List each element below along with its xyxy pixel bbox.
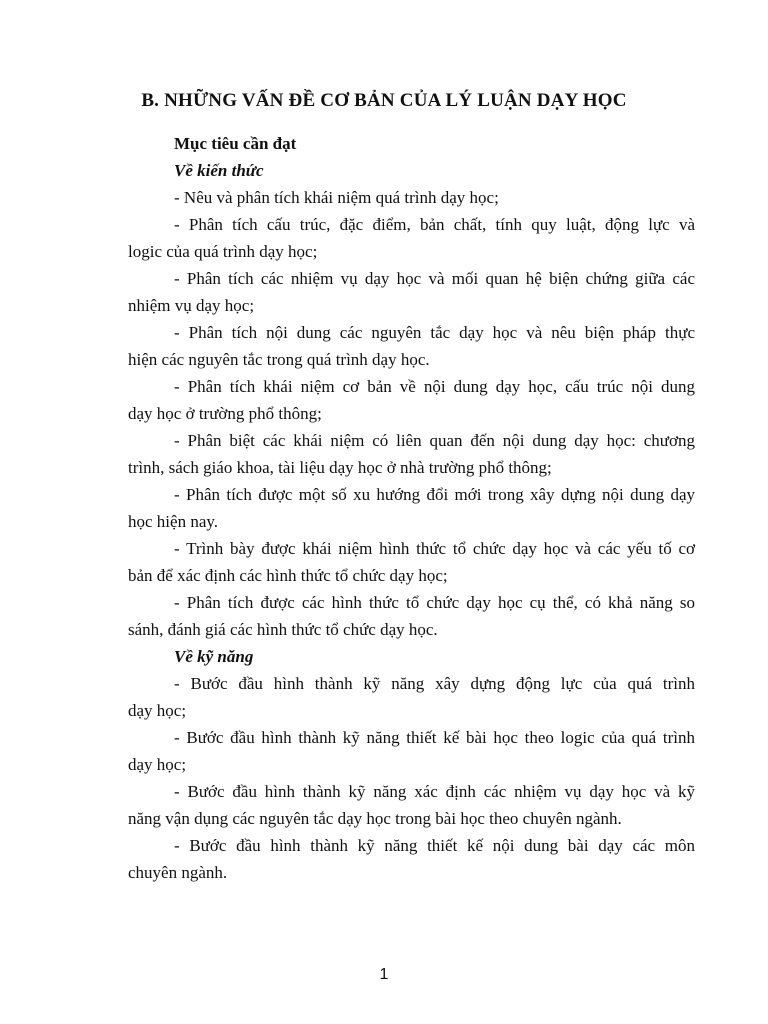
knowledge-item: - Trình bày được khái niệm hình thức tổ chức dạy học và các yếu tố cơ bản để xác định các hình thức tổ chức dạy học; [128, 539, 695, 585]
knowledge-item: - Phân tích nội dung các nguyên tắc dạy học và nêu biện pháp thực hiện các nguyên tắc trong quá trình dạy học. [128, 323, 695, 369]
knowledge-item: - Phân tích được một số xu hướng đổi mới trong xây dựng nội dung dạy học hiện nay. [128, 485, 695, 531]
heading-objectives: Mục tiêu cần đạt [174, 134, 297, 153]
knowledge-item: - Phân tích cấu trúc, đặc điểm, bản chất, tính quy luật, động lực và logic của quá trình dạy học; [128, 215, 695, 261]
skills-item: - Bước đầu hình thành kỹ năng thiết kế nội dung bài dạy các môn chuyên ngành. [128, 836, 695, 882]
knowledge-item: - Phân biệt các khái niệm có liên quan đến nội dung dạy học: chương trình, sách giáo khoa, tài liệu dạy học ở nhà trường phổ thông; [128, 431, 695, 477]
knowledge-item: - Nêu và phân tích khái niệm quá trình dạy học; [174, 188, 499, 207]
skills-item: - Bước đầu hình thành kỹ năng thiết kế bài học theo logic của quá trình dạy học; [128, 728, 695, 774]
page-number: 1 [379, 966, 389, 983]
content-body [128, 130, 695, 886]
section-title: B. NHỮNG VẤN ĐỀ CƠ BẢN CỦA LÝ LUẬN DẠY HỌC [141, 90, 627, 111]
knowledge-item: - Phân tích các nhiệm vụ dạy học và mối quan hệ biện chứng giữa các nhiệm vụ dạy học; [128, 269, 695, 315]
heading-skills: Về kỹ năng [174, 647, 254, 666]
knowledge-item: - Phân tích được các hình thức tổ chức dạy học cụ thể, có khả năng so sánh, đánh giá các hình thức tổ chức dạy học. [128, 593, 695, 639]
skills-item: - Bước đầu hình thành kỹ năng xác định các nhiệm vụ dạy học và kỹ năng vận dụng các nguyên tắc dạy học trong bài học theo chuyên ngành. [128, 782, 695, 828]
knowledge-item: - Phân tích khái niệm cơ bản về nội dung dạy học, cấu trúc nội dung dạy học ở trường phổ thông; [128, 377, 695, 423]
skills-item: - Bước đầu hình thành kỹ năng xây dựng động lực của quá trình dạy học; [128, 674, 695, 720]
heading-knowledge: Về kiến thức [174, 161, 264, 180]
